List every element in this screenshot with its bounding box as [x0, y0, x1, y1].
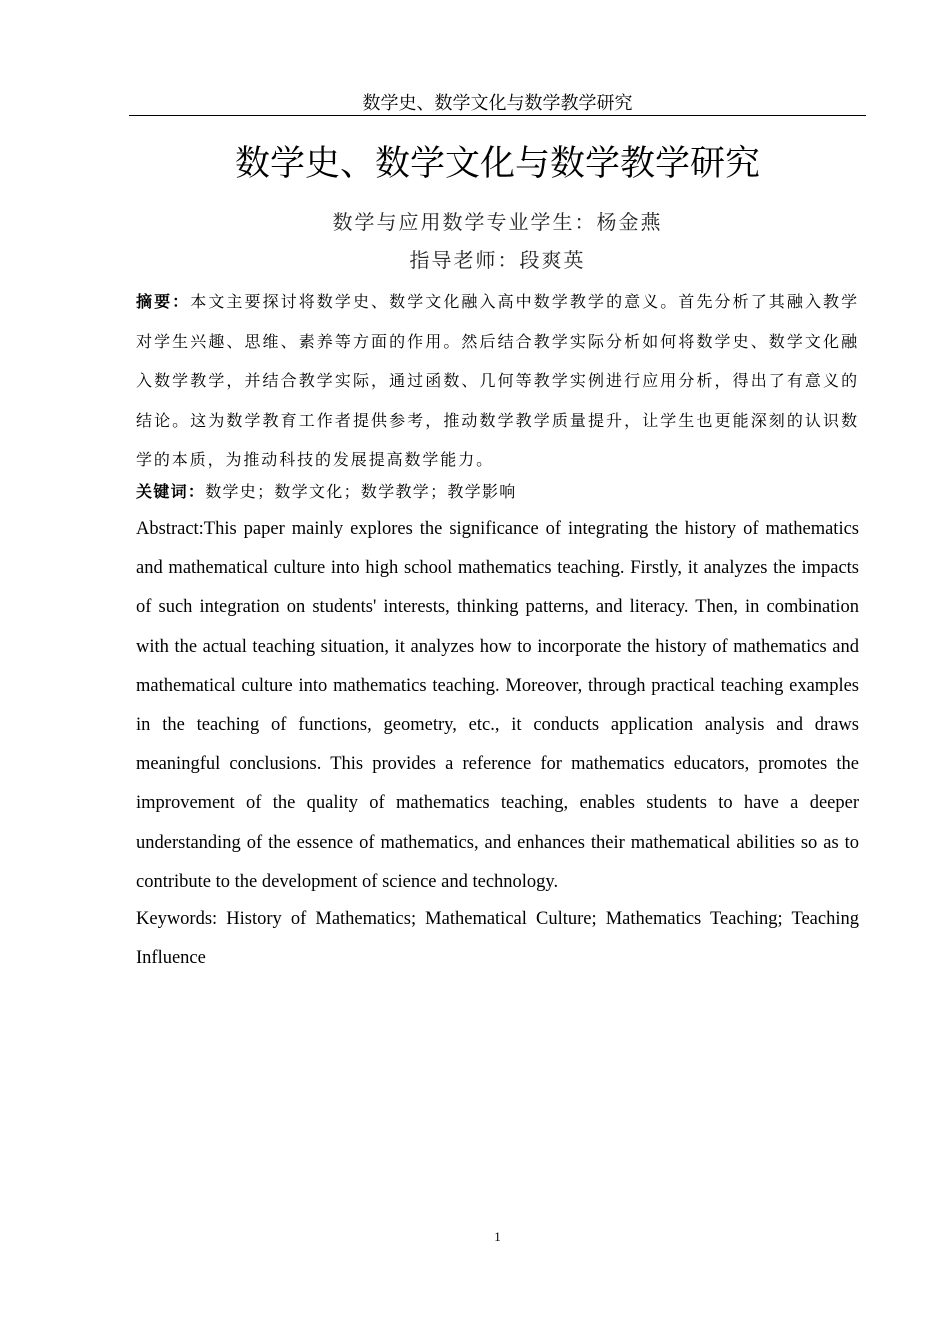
chinese-abstract-text: 本文主要探讨将数学史、数学文化融入高中数学教学的意义。首先分析了其融入教学对学生兴趣、思维、素养等方面的作用。然后结合教学实际分析如何将数学史、数学文化融入数学教学，并结合教学实际，通过函数、几何等教学实例进行应用分析，得出了有意义的结论。这为数学教育工作者提供参考，推动数学教学质量提升，让学生也更能深刻的认识数学的本质，为推动科技的发展提高数学能力。: [136, 292, 859, 469]
page-number: 1: [494, 1229, 501, 1244]
english-abstract: Abstract:This paper mainly explores the significance of integrating the history of mathematics and mathematical culture into high school mathematics teaching. Firstly, it analyzes the impacts of such integration on students' interests, thinking patterns, and literacy. Then, in combination with the actual teaching situation, it analyzes how to incorporate the history of mathematics and mathematical culture into mathematics teaching. Moreover, through practical teaching examples in the teaching of functions, geometry, etc., it conducts application analysis and draws meaningful conclusions. This provides a reference for mathematics educators, promotes the improvement of the quality of mathematics teaching, enables students to have a deeper understanding of the essence of mathematics, and enhances their mathematical abilities so as to contribute to the development of science and technology.: [136, 519, 859, 892]
running-header: 数学史、数学文化与数学教学研究: [362, 93, 633, 114]
advisor-line: 指导老师：段爽英: [409, 248, 586, 272]
header-rule: [129, 115, 866, 116]
author-line: 数学与应用数学专业学生：杨金燕: [332, 210, 663, 234]
english-keywords: Keywords: History of Mathematics; Mathematical Culture; Mathematics Teaching; Teaching Influence: [136, 909, 859, 969]
chinese-keywords-label: 关键词：: [136, 482, 206, 501]
chinese-abstract-label: 摘要：: [136, 292, 191, 311]
chinese-keywords-text: 数学史；数学文化；数学教学；教学影响: [205, 482, 517, 501]
paper-title: 数学史、数学文化与数学教学研究: [234, 144, 760, 184]
chinese-keywords: [136, 476, 859, 508]
chinese-abstract: [136, 282, 859, 480]
